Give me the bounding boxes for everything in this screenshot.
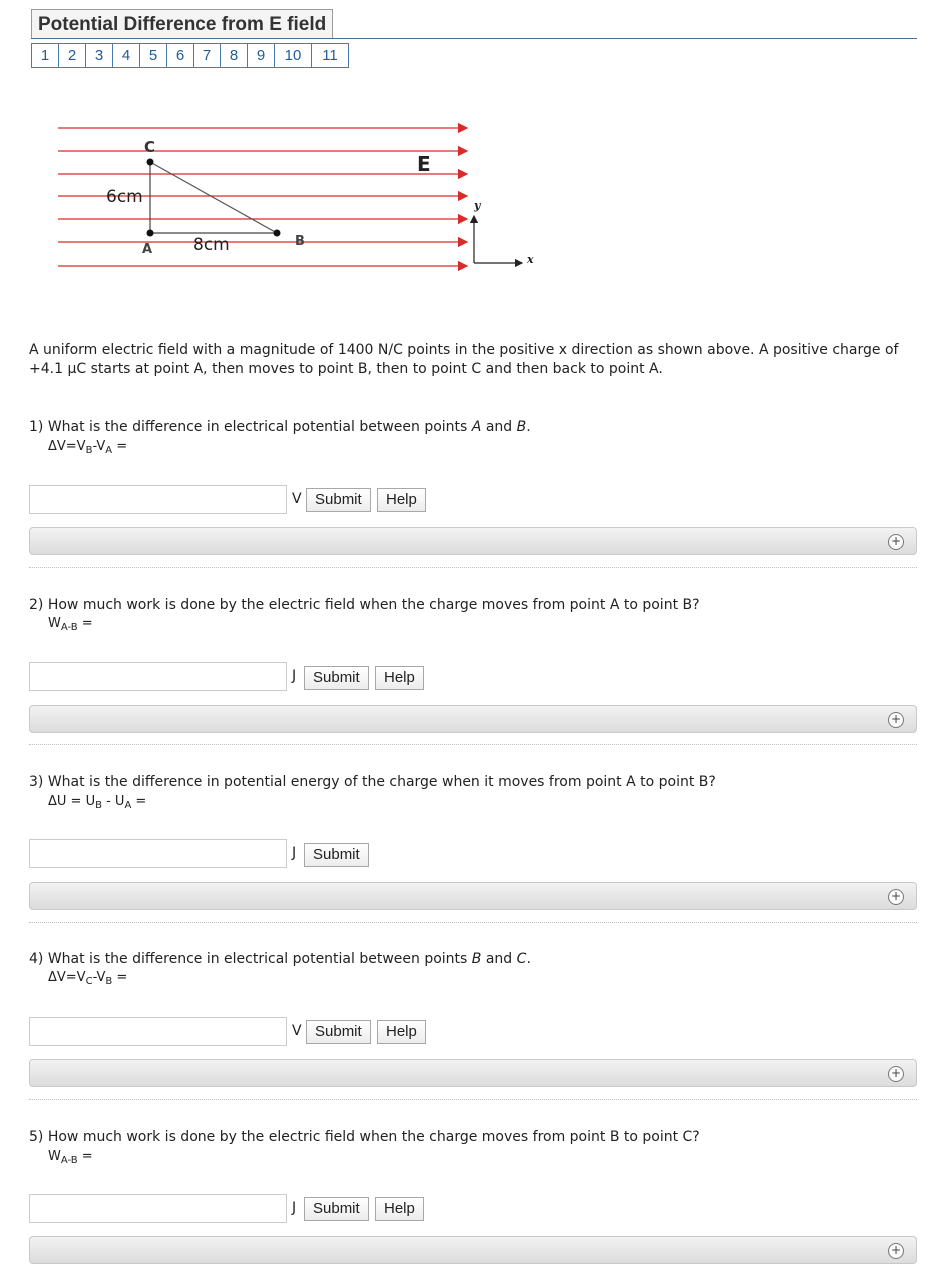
side-cb	[150, 162, 277, 233]
question-4-formula: $\Delta V=V_C-V_B$ =	[48, 970, 128, 987]
page-link-7[interactable]: 7	[193, 43, 221, 68]
question-2-answer-input[interactable]	[29, 662, 287, 691]
page-link-3[interactable]: 3	[85, 43, 113, 68]
question-4-answer-input[interactable]	[29, 1017, 287, 1046]
question-1-unit: V	[292, 491, 302, 507]
page-link-2[interactable]: 2	[58, 43, 86, 68]
point-c	[147, 159, 154, 166]
question-pager	[31, 43, 348, 68]
question-1-hint-bar[interactable]	[29, 527, 917, 555]
question-2-hint-bar[interactable]	[29, 705, 917, 733]
question-separator	[29, 922, 917, 923]
question-5-answer-input[interactable]	[29, 1194, 287, 1223]
page-link-11[interactable]: 11	[311, 43, 349, 68]
question-3-prompt: 3) What is the difference in potential energy of the charge when it moves from point A to point B?	[29, 774, 716, 790]
page-link-5[interactable]: 5	[139, 43, 167, 68]
question-4-submit-button[interactable]: Submit	[306, 1020, 371, 1044]
question-1-answer-input[interactable]	[29, 485, 287, 514]
expand-plus-icon[interactable]: +	[888, 712, 904, 728]
question-2-prompt: 2) How much work is done by the electric field when the charge moves from point A to point B?	[29, 597, 700, 613]
question-5-submit-button[interactable]: Submit	[304, 1197, 369, 1221]
question-3-hint-bar[interactable]	[29, 882, 917, 910]
page-link-4[interactable]: 4	[112, 43, 140, 68]
expand-plus-icon[interactable]: +	[888, 534, 904, 550]
question-1-submit-button[interactable]: Submit	[306, 488, 371, 512]
question-separator	[29, 1099, 917, 1100]
field-diagram	[55, 118, 555, 278]
label-y: y	[474, 199, 481, 212]
question-4-hint-bar[interactable]	[29, 1059, 917, 1087]
problem-statement: A uniform electric field with a magnitude of 1400 N/C points in the positive x direction as shown above. A positive charge of +4.1 μC starts at point A, then moves to point B, then to point C and then back to point A.	[29, 342, 899, 377]
expand-plus-icon[interactable]: +	[888, 1066, 904, 1082]
question-separator	[29, 744, 917, 745]
point-b	[274, 230, 281, 237]
question-separator	[29, 567, 917, 568]
question-2-unit: J	[292, 668, 297, 684]
question-3-submit-button[interactable]: Submit	[304, 843, 369, 867]
question-3-answer-input[interactable]	[29, 839, 287, 868]
expand-plus-icon[interactable]: +	[888, 889, 904, 905]
label-e: E	[417, 152, 431, 176]
question-3-unit: J	[292, 845, 297, 861]
label-x: x	[527, 253, 534, 266]
label-c: C	[144, 138, 156, 156]
page-title: Potential Difference from E field	[31, 9, 333, 38]
question-5-hint-bar[interactable]	[29, 1236, 917, 1264]
page-link-10[interactable]: 10	[274, 43, 312, 68]
question-3-formula: $\Delta U = U_B - U_A$ =	[48, 794, 147, 811]
question-2-help-button[interactable]: Help	[375, 666, 424, 690]
question-4-prompt: 4) What is the difference in electrical potential between points B and C.	[29, 951, 531, 967]
question-1-prompt: 1) What is the difference in electrical potential between points A and B.	[29, 419, 531, 435]
label-b: B	[295, 234, 305, 249]
label-8cm: 8cm	[193, 235, 230, 255]
question-2-submit-button[interactable]: Submit	[304, 666, 369, 690]
point-a	[147, 230, 154, 237]
question-5-formula: $W_{A-B}$ =	[48, 1149, 93, 1166]
question-5-unit: J	[292, 1200, 297, 1216]
label-6cm: 6cm	[106, 187, 143, 207]
question-4-help-button[interactable]: Help	[377, 1020, 426, 1044]
question-5-help-button[interactable]: Help	[375, 1197, 424, 1221]
page-link-1[interactable]: 1	[31, 43, 59, 68]
page-link-8[interactable]: 8	[220, 43, 248, 68]
expand-plus-icon[interactable]: +	[888, 1243, 904, 1259]
page-link-9[interactable]: 9	[247, 43, 275, 68]
question-1-formula: $\Delta V=V_B-V_A$ =	[48, 439, 128, 456]
question-4-unit: V	[292, 1023, 302, 1039]
page-link-6[interactable]: 6	[166, 43, 194, 68]
title-divider	[31, 38, 917, 39]
question-1-help-button[interactable]: Help	[377, 488, 426, 512]
question-5-prompt: 5) How much work is done by the electric field when the charge moves from point B to point C?	[29, 1129, 700, 1145]
question-2-formula: $W_{A-B}$ =	[48, 616, 93, 633]
label-a: A	[142, 242, 153, 257]
